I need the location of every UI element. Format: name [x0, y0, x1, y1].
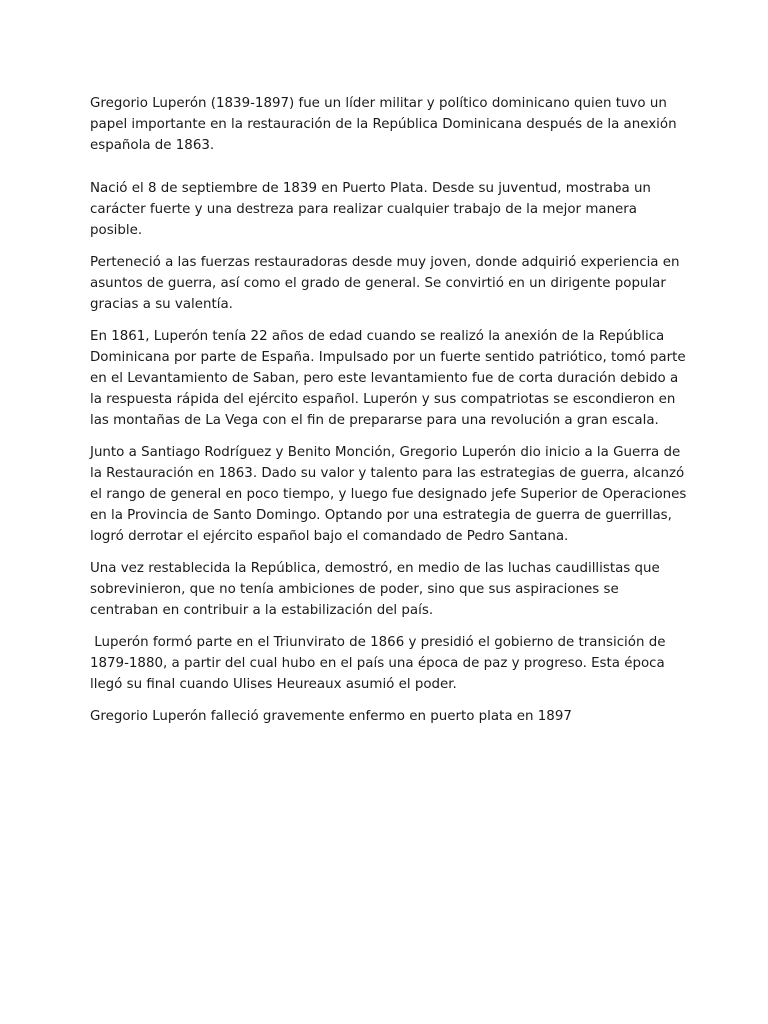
- paragraph-intro: Gregorio Luperón (1839-1897) fue un líder militar y político dominicano quien tuvo un papel importante en la restauración de la República Dominicana después de la anexión española de 1863.: [90, 96, 681, 153]
- paragraph-restoration-forces: Perteneció a las fuerzas restauradoras desde muy joven, donde adquirió experiencia en asuntos de guerra, así como el grado de general. Se convirtió en un dirigente popular gracias a su valentía.: [90, 255, 684, 312]
- paragraph-annexation: En 1861, Luperón tenía 22 años de edad cuando se realizó la anexión de la República Dominicana por parte de España. Impulsado por un fuerte sentido patriótico, tomó parte en el Levantamiento de Saban, pero este levantamiento fue de corta duración debido a la respuesta rápida del ejército español. Luperón y sus compatriotas se escondieron en las montañas de La Vega con el fin de prepararse para una revolución a gran escala.: [90, 329, 690, 428]
- paragraph-birth: Nació el 8 de septiembre de 1839 en Puerto Plata. Desde su juventud, mostraba un carácter fuerte y una destreza para realizar cualquier trabajo de la mejor manera posible.: [90, 181, 656, 238]
- paragraph-triumvirate: Luperón formó parte en el Triunvirato de 1866 y presidió el gobierno de transición de 1879-1880, a partir del cual hubo en el país una época de paz y progreso. Esta época llegó su final cuando Ulises Heureaux asumió el poder.: [90, 635, 670, 692]
- paragraph-republic: Una vez restablecida la República, demostró, en medio de las luchas caudillistas que sobrevinieron, que no tenía ambiciones de poder, sino que sus aspiraciones se centraban en contribuir a la estabilización del país.: [90, 561, 665, 618]
- paragraph-death: Gregorio Luperón falleció gravemente enfermo en puerto plata en 1897: [90, 709, 572, 724]
- document-page: [90, 93, 690, 738]
- paragraph-restoration-war: Junto a Santiago Rodríguez y Benito Monción, Gregorio Luperón dio inicio a la Guerra de la Restauración en 1863. Dado su valor y talento para las estrategias de guerra, alcanzó el rango de general en poco tiempo, y luego fue designado jefe Superior de Operaciones en la Provincia de Santo Domingo. Optando por una estrategia de guerra de guerrillas, logró derrotar el ejército español bajo el comandado de Pedro Santana.: [90, 445, 691, 544]
